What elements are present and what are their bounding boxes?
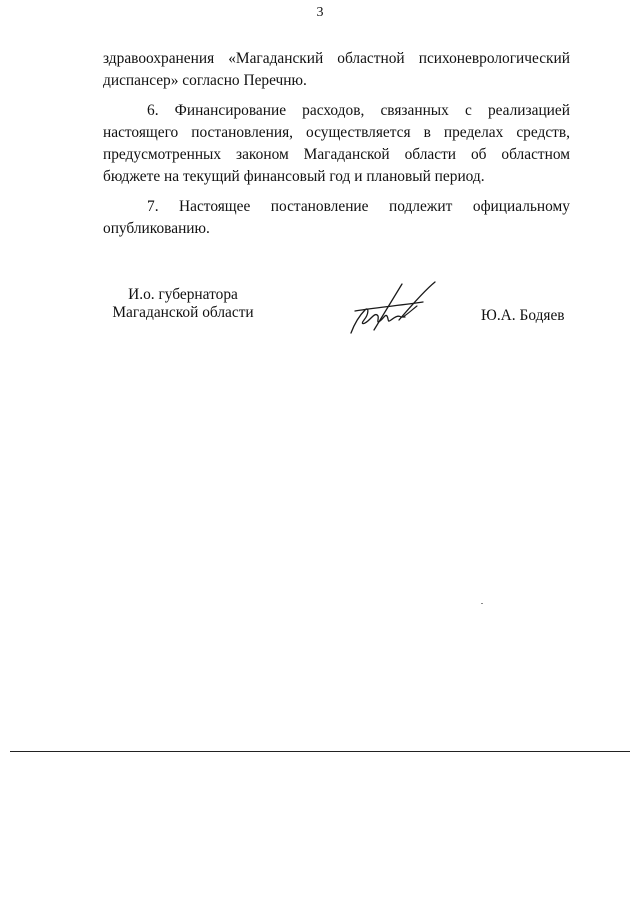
signatory-title-line2: Магаданской области	[112, 304, 254, 321]
signatory-name: Ю.А. Бодяев	[481, 307, 565, 324]
paragraph-7-publication: 7. Настоящее постановление подлежит официальному опубликованию.	[103, 198, 570, 237]
paragraph-continuation: здравоохранения «Магаданский областной психоневрологический диспансер» согласно Перечню.	[103, 50, 570, 89]
bottom-rule	[10, 751, 630, 752]
scan-speck	[481, 603, 483, 604]
signatory-title-line1: И.о. губернатора	[128, 286, 238, 303]
paragraph-6-financing: 6. Финансирование расходов, связанных с реализацией настоящего постановления, осуществляется в пределах средств, предусмотренных законом Магаданской области об областном бюджете на текущий финансовый год и плановый период.	[103, 102, 570, 185]
handwritten-signature-icon	[345, 280, 441, 336]
document-body	[103, 48, 570, 248]
signatory-title	[104, 286, 262, 322]
page-number: 3	[316, 5, 324, 20]
